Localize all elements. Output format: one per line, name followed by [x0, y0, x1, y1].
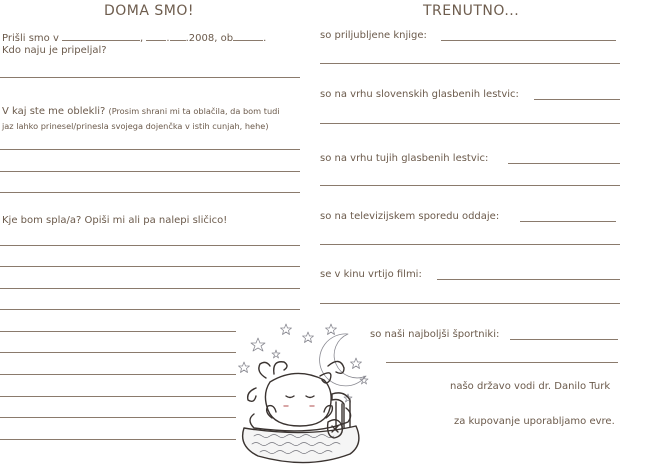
clothes-question	[2, 105, 280, 118]
right-title: TRENUTNO...	[423, 3, 520, 19]
answer-line[interactable]	[437, 279, 620, 280]
clothes-note-2: jaz lahko prinesel/prinesla svojega dojenčka v istih cunjah, hehe)	[2, 121, 269, 131]
arrival-year: .2008, ob	[185, 33, 234, 44]
current-item-books: so priljubljene knjige:	[320, 30, 427, 41]
arrival-date-blank[interactable]	[146, 31, 166, 41]
current-item-movies: se v kinu vrtijo filmi:	[320, 269, 422, 280]
who-brought-question: Kdo naju je pripeljal?	[2, 45, 107, 56]
answer-line[interactable]	[320, 244, 620, 245]
answer-line[interactable]	[386, 362, 618, 363]
answer-line[interactable]	[0, 171, 300, 172]
answer-line[interactable]	[320, 123, 620, 124]
sleep-question: Kje bom spla/a? Opiši mi ali pa nalepi sličico!	[2, 215, 228, 226]
sleeping-baby-in-bed-icon	[236, 318, 376, 464]
answer-line[interactable]	[0, 288, 300, 289]
answer-line[interactable]	[441, 40, 616, 41]
left-title: DOMA SMO!	[104, 3, 195, 19]
answer-line[interactable]	[0, 331, 236, 332]
answer-line[interactable]	[534, 99, 620, 100]
answer-line[interactable]	[520, 221, 616, 222]
current-item-slovenian-charts: so na vrhu slovenskih glasbenih lestvic:	[320, 89, 519, 100]
clothes-note-1: (Prosim shrani mi ta oblačila, da bom tudi	[108, 106, 280, 116]
current-item-athletes: so naši najboljši športniki:	[370, 329, 500, 340]
answer-line[interactable]	[320, 303, 620, 304]
answer-line[interactable]	[0, 149, 300, 150]
arrival-prefix: Prišli smo v	[2, 33, 59, 44]
answer-line[interactable]	[510, 339, 618, 340]
answer-line[interactable]	[0, 396, 236, 397]
answer-line[interactable]	[0, 77, 300, 78]
currency-note: za kupovanje uporabljamo evre.	[454, 416, 615, 427]
arrival-sep-1: ,	[140, 33, 144, 44]
answer-line[interactable]	[0, 417, 236, 418]
answer-line[interactable]	[0, 192, 300, 193]
arrival-sep-2: .	[166, 33, 170, 44]
answer-line[interactable]	[320, 185, 620, 186]
president-note: našo državo vodi dr. Danilo Turk	[450, 381, 611, 392]
arrival-sep-3: .	[263, 33, 267, 44]
clothes-question-main: V kaj ste me oblekli?	[2, 106, 106, 117]
arrival-day-blank[interactable]	[62, 31, 140, 41]
current-item-foreign-charts: so na vrhu tujih glasbenih lestvic:	[320, 153, 489, 164]
answer-line[interactable]	[508, 163, 620, 164]
current-item-tv-shows: so na televizijskem sporedu oddaje:	[320, 211, 500, 222]
arrival-time-blank[interactable]	[233, 31, 263, 41]
arrival-date-question	[2, 31, 266, 45]
answer-line[interactable]	[0, 309, 300, 310]
answer-line[interactable]	[0, 245, 300, 246]
answer-line[interactable]	[0, 439, 236, 440]
answer-line[interactable]	[0, 352, 236, 353]
answer-line[interactable]	[320, 63, 620, 64]
answer-line[interactable]	[0, 374, 236, 375]
arrival-month-blank[interactable]	[170, 31, 186, 41]
answer-line[interactable]	[0, 266, 300, 267]
